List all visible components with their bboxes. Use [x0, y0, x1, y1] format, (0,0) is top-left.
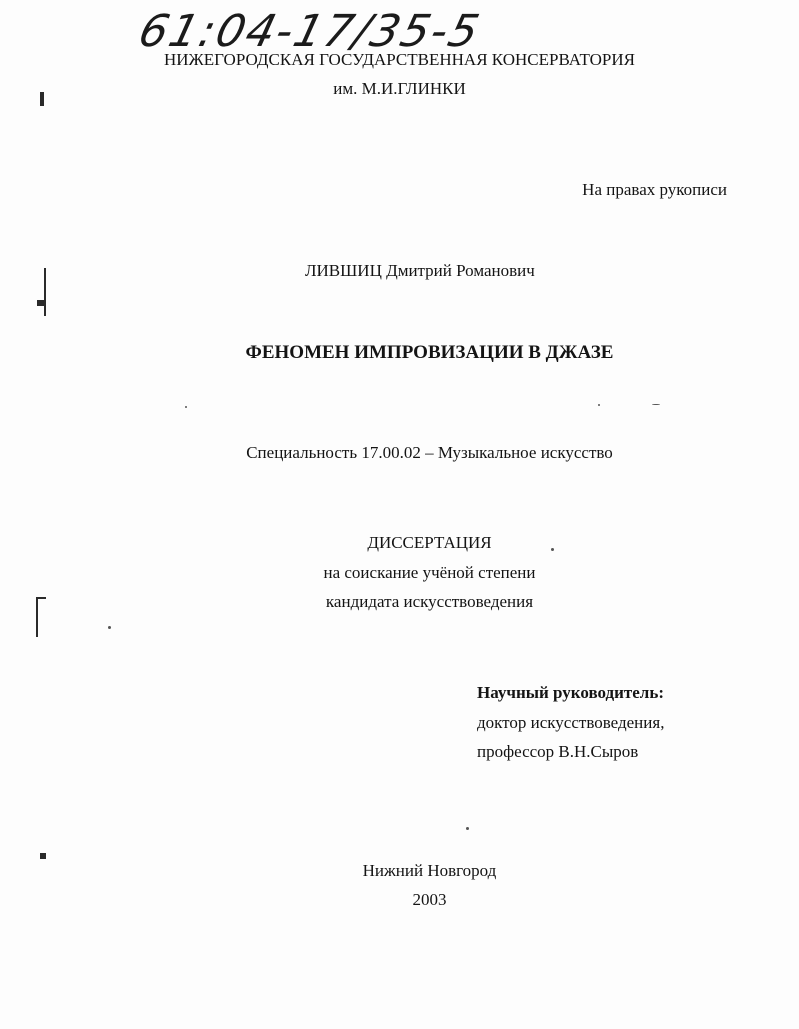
manuscript-rights: На правах рукописи [582, 180, 727, 199]
city: Нижний Новгород [362, 861, 497, 880]
scan-artifact [40, 92, 44, 106]
scan-artifact [466, 827, 469, 830]
scan-artifact [36, 597, 38, 637]
supervisor-name: профессор В.Н.Сыров [477, 742, 639, 761]
scan-artifact [652, 404, 660, 405]
scan-artifact [108, 626, 111, 629]
supervisor-label: Научный руководитель: [477, 683, 664, 702]
scan-artifact [40, 853, 46, 859]
supervisor-degree: доктор искусствоведения, [477, 713, 665, 732]
scan-artifact [551, 548, 554, 551]
degree-line-1: на соискание учёной степени [323, 563, 536, 582]
author-name: ЛИВШИЦ Дмитрий Романович [305, 261, 535, 280]
handwritten-archive-code: 61:04-17/35-5 [133, 6, 486, 57]
institution-honorific: им. М.И.ГЛИНКИ [333, 79, 466, 98]
specialty: Специальность 17.00.02 – Музыкальное искусство [246, 443, 613, 462]
year: 2003 [412, 890, 447, 909]
institution-name: НИЖЕГОРОДСКАЯ ГОСУДАРСТВЕННАЯ КОНСЕРВАТОРИЯ [163, 50, 635, 69]
degree-line-2: кандидата искусствоведения [325, 592, 534, 611]
document-type: ДИССЕРТАЦИЯ [367, 533, 492, 552]
scan-artifact [598, 404, 600, 406]
scan-artifact [36, 597, 46, 599]
scan-artifact [185, 406, 187, 408]
scan-artifact [44, 268, 46, 316]
dissertation-title: ФЕНОМЕН ИМПРОВИЗАЦИИ В ДЖАЗЕ [245, 342, 614, 363]
